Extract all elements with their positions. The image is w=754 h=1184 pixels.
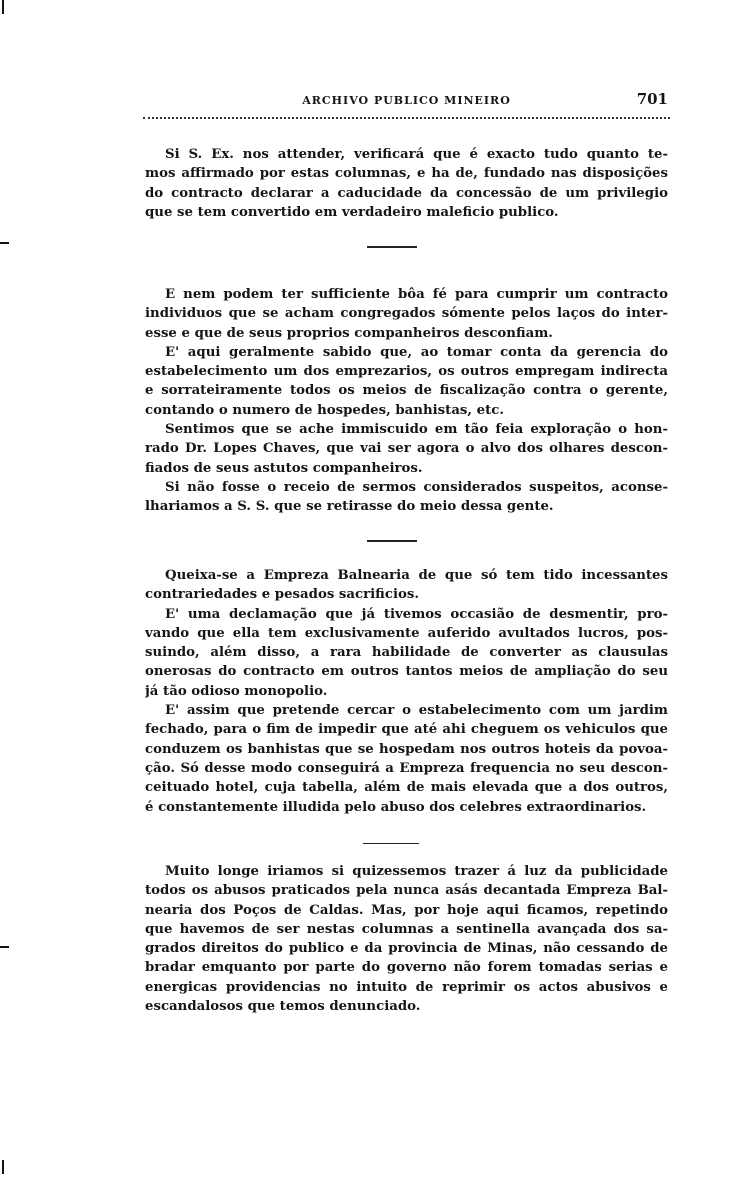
text-line: Sentimos que se ache immiscuido em tão feia exploração o hon-	[165, 422, 668, 438]
text-line: ção. Só desse modo conseguirá a Empreza frequencia no seu descon-	[145, 760, 668, 776]
text-line: estabelecimento um dos emprezarios, os outros empregam indirecta	[145, 364, 668, 380]
text-line: contrariedades e pesados sacrificios.	[145, 587, 419, 603]
text-line: mos affirmado por estas columnas, e ha de, fundado nas disposições	[145, 166, 668, 182]
text-line: já tão odioso monopolio.	[145, 683, 328, 699]
paragraph	[145, 566, 668, 605]
text-line: que havemos de ser nestas columnas a sentinella avançada dos sa-	[145, 921, 668, 937]
text-line: conduzem os banhistas que se hospedam nos outros hoteis da povoa-	[145, 741, 668, 757]
text-line: é constantemente illudida pelo abuso dos celebres extraordinarios.	[145, 799, 647, 815]
text-line: E' aqui geralmente sabido que, ao tomar conta da gerencia do	[165, 344, 668, 360]
text-line: E' assim que pretende cercar o estabelecimento com um jardim	[165, 703, 668, 719]
text-line: E' uma declamação que já tivemos occasião de desmentir, pro-	[165, 606, 668, 622]
paragraph	[145, 285, 668, 343]
text-line: vando que ella tem exclusivamente auferido avultados lucros, pos-	[145, 625, 668, 641]
text-line: fiados de seus astutos companheiros.	[145, 460, 423, 476]
journal-title: ARCHIVO PUBLICO MINEIRO	[302, 94, 511, 107]
paragraph	[145, 478, 668, 517]
text-line: escandalosos que temos denunciado.	[145, 999, 421, 1015]
text-line: energicas providencias no intuito de reprimir os actos abusivos e	[145, 979, 668, 995]
header-rule	[143, 117, 670, 119]
section-divider	[367, 246, 417, 248]
text-line: Si não fosse o receio de sermos considerados suspeitos, aconse-	[165, 479, 668, 495]
scan-edge-mark	[2, 1160, 4, 1174]
paragraph	[145, 343, 668, 420]
running-header	[145, 90, 668, 110]
section-2	[145, 285, 668, 517]
text-line: ceituado hotel, cuja tabella, além de mais elevada que a dos outros,	[145, 780, 668, 796]
scan-edge-mark	[0, 946, 9, 948]
text-line: todos os abusos praticados pela nunca asás decantada Empreza Bal-	[145, 883, 668, 899]
page-number: 701	[636, 90, 668, 108]
text-line: grados direitos do publico e da provincia de Minas, não cessando de	[145, 941, 668, 957]
text-line: que se tem convertido em verdadeiro maleficio publico.	[145, 204, 559, 220]
section-3	[145, 566, 668, 817]
text-line: rado Dr. Lopes Chaves, que vai ser agora o alvo dos olhares descon-	[145, 441, 668, 457]
text-line: Muito longe iriamos si quizessemos trazer á luz da publicidade	[165, 864, 668, 879]
section-divider	[363, 843, 419, 844]
text-line: e sorrateiramente todos os meios de fiscalização contra o gerente,	[145, 383, 668, 399]
scan-edge-mark	[2, 0, 4, 14]
text-line: contando o numero de hospedes, banhistas, etc.	[145, 402, 505, 418]
text-line: Queixa-se a Empreza Balnearia de que só tem tido incessantes	[165, 568, 668, 583]
paragraph	[145, 145, 668, 222]
text-line: do contracto declarar a caducidade da concessão de um privilegio	[145, 185, 668, 201]
text-line: esse e que de seus proprios companheiros desconfiam.	[145, 325, 553, 341]
text-line: nearia dos Poços de Caldas. Mas, por hoje aqui ficamos, repetindo	[145, 902, 668, 918]
scan-edge-mark	[0, 242, 9, 244]
paragraph	[145, 701, 668, 817]
section-divider	[367, 540, 417, 542]
text-line: suindo, além disso, a rara habilidade de converter as clausulas	[145, 645, 668, 661]
text-line: Si S. Ex. nos attender, verificará que é exacto tudo quanto te-	[165, 147, 668, 162]
text-line: onerosas do contracto em outros tantos meios de ampliação do seu	[145, 664, 668, 680]
text-line: fechado, para o fim de impedir que até ahi cheguem os vehiculos que	[145, 722, 668, 738]
paragraph	[145, 605, 668, 701]
paragraph	[145, 420, 668, 478]
section-4	[145, 862, 668, 1016]
paragraph	[145, 862, 668, 1016]
section-1	[145, 145, 668, 222]
text-line: lhariamos a S. S. que se retirasse do meio dessa gente.	[145, 499, 554, 515]
text-line: bradar emquanto por parte do governo não forem tomadas serias e	[145, 960, 668, 976]
text-line: E nem podem ter sufficiente bôa fé para cumprir um contracto	[165, 287, 668, 302]
text-line: individuos que se acham congregados sómente pelos laços do inter-	[145, 306, 668, 322]
